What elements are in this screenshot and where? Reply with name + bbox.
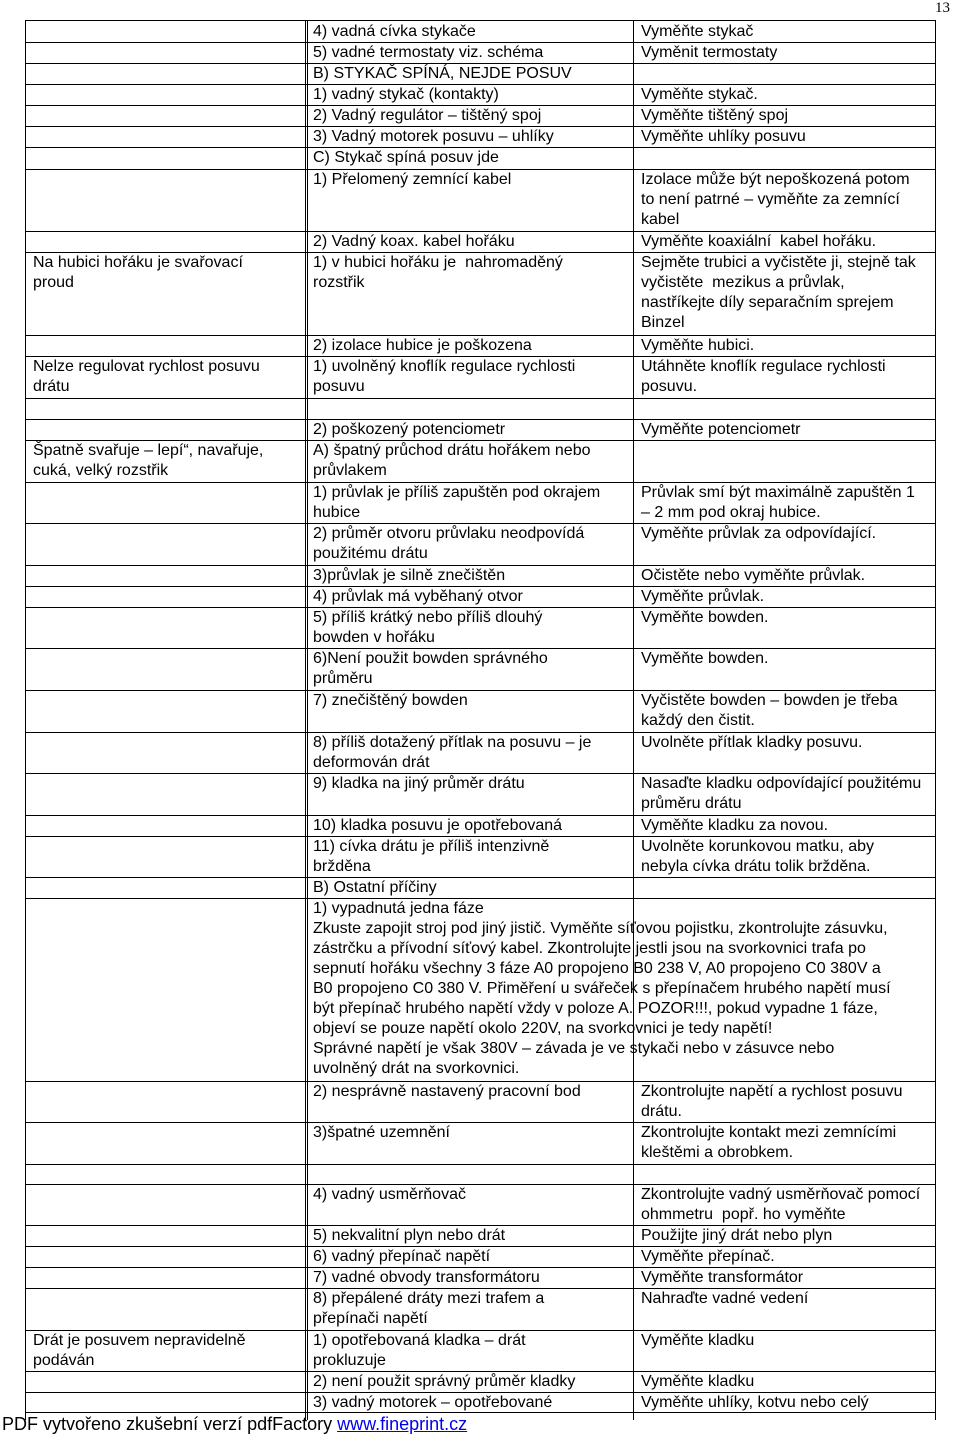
table-row-rule xyxy=(25,20,935,21)
remedy-cell: Vyměňte kladku za novou. xyxy=(641,817,829,834)
cause-cell: 1) v hubici hořáku je nahromaděný rozstřik xyxy=(313,254,563,291)
cause-cell: 9) kladka na jiný průměr drátu xyxy=(313,775,525,792)
cause-cell: 10) kladka posuvu je opotřebovaná xyxy=(313,817,563,834)
table-row-rule xyxy=(25,1164,935,1165)
table-column-rule xyxy=(305,20,306,1420)
remedy-cell: Vyměňte stykač. xyxy=(641,86,758,103)
cause-cell: 2) Vadný regulátor – tištěný spoj xyxy=(313,107,542,124)
cause-cell: 2) izolace hubice je poškozena xyxy=(313,337,532,354)
remedy-cell: Vyměnit termostaty xyxy=(641,44,778,61)
cause-cell: 11) cívka drátu je příliš intenzivně bržděna xyxy=(313,838,550,875)
remedy-cell: Uvolněte korunkovou matku, aby nebyla cívka drátu tolik bržděna. xyxy=(641,838,875,875)
cause-cell: 8) přepálené dráty mezi trafem a přepínači napětí xyxy=(313,1290,545,1327)
cause-cell: 3)špatné uzemnění xyxy=(313,1124,450,1141)
cause-cell: 6)Není použit bowden správného průměru xyxy=(313,650,548,687)
remedy-cell: Vyměňte průvlak za odpovídající. xyxy=(641,525,877,542)
cause-cell: 3) vadný motorek – opotřebované xyxy=(313,1394,553,1411)
cause-cell: 2) Vadný koax. kabel hořáku xyxy=(313,233,515,250)
cause-cell: 2) poškozený potenciometr xyxy=(313,421,506,438)
cause-cell: C) Stykač spíná posuv jde xyxy=(313,149,499,166)
remedy-cell: Průvlak smí být maximálně zapuštěn 1 – 2 mm pod okraj hubice. xyxy=(641,484,915,521)
remedy-cell: Vyměňte kladku xyxy=(641,1332,755,1349)
cause-cell: 1) Přelomený zemnící kabel xyxy=(313,171,512,188)
cause-cell: 1) uvolněný knoflík regulace rychlosti posuvu xyxy=(313,358,576,395)
cause-cell: 3)průvlak je silně znečištěn xyxy=(313,567,506,584)
remedy-cell: Utáhněte knoflík regulace rychlosti posuvu. xyxy=(641,358,886,395)
cause-cell: 4) vadný usměrňovač xyxy=(313,1186,466,1203)
remedy-cell: Nasaďte kladku odpovídající použitému průměru drátu xyxy=(641,775,922,812)
remedy-cell: Očistěte nebo vyměňte průvlak. xyxy=(641,567,866,584)
remedy-cell: Vyměňte uhlíky, kotvu nebo celý xyxy=(641,1394,869,1411)
phase-note: Zkuste zapojit stroj pod jiný jistič. Vyměňte síťovou pojistku, zkontrolujte zásuvku, zástrčku a přívodní síťový kabel. Zkontrolujte jestli jsou na svorkovnici trafa po sepnutí hořáku všechny 3 fáze A0 propojeno B0 238 V, A0 propojeno C0 380V a B0 propojeno C0 380 V. Přiměření u svářeček s přepínačem hrubého napětí musí být přepínač hrubého napětí vždy v poloze A. POZOR!!!, pokud vypadne 1 fáze, objeví se pouze napětí okolo 220V, na svorkovnici je tedy napětí! Správné napětí je však 380V – závada je ve stykači nebo v zásuvce nebo uvolněný drát na svorkovnici. xyxy=(313,920,891,1077)
page-number: 13 xyxy=(935,0,950,16)
remedy-cell: Vyměňte bowden. xyxy=(641,609,769,626)
table-row-rule xyxy=(25,877,935,878)
symptom-cell: Nelze regulovat rychlost posuvu drátu xyxy=(33,358,260,395)
remedy-cell: Vyměňte hubici. xyxy=(641,337,755,354)
remedy-cell: Vyměňte bowden. xyxy=(641,650,769,667)
table-column-rule xyxy=(307,20,308,1420)
cause-cell: 4) vadná cívka stykače xyxy=(313,23,476,40)
cause-cell: 1) průvlak je příliš zapuštěn pod okrajem hubice xyxy=(313,484,601,521)
cause-cell: 2) není použit správný průměr kladky xyxy=(313,1373,576,1390)
cause-cell: 2) průměr otvoru průvlaku neodpovídá použitému drátu xyxy=(313,525,585,562)
cause-cell: 2) nesprávně nastavený pracovní bod xyxy=(313,1083,581,1100)
symptom-cell: Špatně svařuje – lepí“, navařuje, cuká, velký rozstřik xyxy=(33,442,264,479)
remedy-cell: Izolace může být nepoškozená potom to není patrné – vyměňte za zemnící kabel xyxy=(641,171,910,228)
remedy-cell: Vyměňte tištěný spoj xyxy=(641,107,789,124)
remedy-cell: Sejměte trubici a vyčistěte ji, stejně tak vyčistěte mezikus a průvlak, nastříkejte díly separačním sprejem Binzel xyxy=(641,254,916,331)
remedy-cell: Vyměňte potenciometr xyxy=(641,421,801,438)
remedy-cell: Vyměňte kladku xyxy=(641,1373,755,1390)
symptom-cell: Drát je posuvem nepravidelně podáván xyxy=(33,1332,246,1369)
cause-cell: 6) vadný přepínač napětí xyxy=(313,1248,491,1265)
symptom-cell: Na hubici hořáku je svařovací proud xyxy=(33,254,243,291)
table-column-rule xyxy=(25,20,26,1420)
remedy-cell: Nahraďte vadné vedení xyxy=(641,1290,809,1307)
remedy-cell: Vyčistěte bowden – bowden je třeba každý den čistit. xyxy=(641,692,898,729)
cause-cell: B) STYKAČ SPÍNÁ, NEJDE POSUV xyxy=(313,65,572,82)
remedy-cell: Použijte jiný drát nebo plyn xyxy=(641,1227,833,1244)
cause-cell: 7) vadné obvody transformátoru xyxy=(313,1269,540,1286)
remedy-cell: Vyměňte stykač xyxy=(641,23,754,40)
cause-cell: 7) znečištěný bowden xyxy=(313,692,468,709)
cause-cell: A) špatný průchod drátu hořákem nebo průvlakem xyxy=(313,442,591,479)
table-row-rule xyxy=(25,398,935,399)
remedy-cell: Vyměňte uhlíky posuvu xyxy=(641,128,806,145)
cause-cell: 4) průvlak má vyběhaný otvor xyxy=(313,588,523,605)
cause-cell: 5) nekvalitní plyn nebo drát xyxy=(313,1227,506,1244)
remedy-cell: Vyměňte transformátor xyxy=(641,1269,804,1286)
remedy-cell: Vyměňte průvlak. xyxy=(641,588,765,605)
cause-cell: 1) vadný stykač (kontakty) xyxy=(313,86,499,103)
footer-text: PDF vytvořeno zkušební verzí pdfFactory xyxy=(2,1414,338,1434)
remedy-cell: Zkontrolujte vadný usměrňovač pomocí ohmmetru popř. ho vyměňte xyxy=(641,1186,921,1223)
table-column-rule xyxy=(935,20,936,1420)
cause-cell: 1) vypadnutá jedna fáze xyxy=(313,900,484,917)
cause-cell: 5) příliš krátký nebo příliš dlouhý bowden v hořáku xyxy=(313,609,543,646)
remedy-cell: Zkontrolujte napětí a rychlost posuvu drátu. xyxy=(641,1083,903,1120)
footer xyxy=(2,1413,467,1435)
remedy-cell: Vyměňte koaxiální kabel hořáku. xyxy=(641,233,877,250)
cause-cell: 5) vadné termostaty viz. schéma xyxy=(313,44,544,61)
remedy-cell: Vyměňte přepínač. xyxy=(641,1248,775,1265)
cause-cell: 8) příliš dotažený přítlak na posuvu – je deformován drát xyxy=(313,734,592,771)
remedy-cell: Zkontrolujte kontakt mezi zemnícími kleštěmi a obrobkem. xyxy=(641,1124,897,1161)
footer-link[interactable]: www.fineprint.cz xyxy=(337,1414,468,1434)
cause-cell: B) Ostatní příčiny xyxy=(313,879,437,896)
cause-cell: 1) opotřebovaná kladka – drát prokluzuje xyxy=(313,1332,526,1369)
table-column-rule xyxy=(633,20,634,1420)
cause-cell: 3) Vadný motorek posuvu – uhlíky xyxy=(313,128,554,145)
remedy-cell: Uvolněte přítlak kladky posuvu. xyxy=(641,734,863,751)
